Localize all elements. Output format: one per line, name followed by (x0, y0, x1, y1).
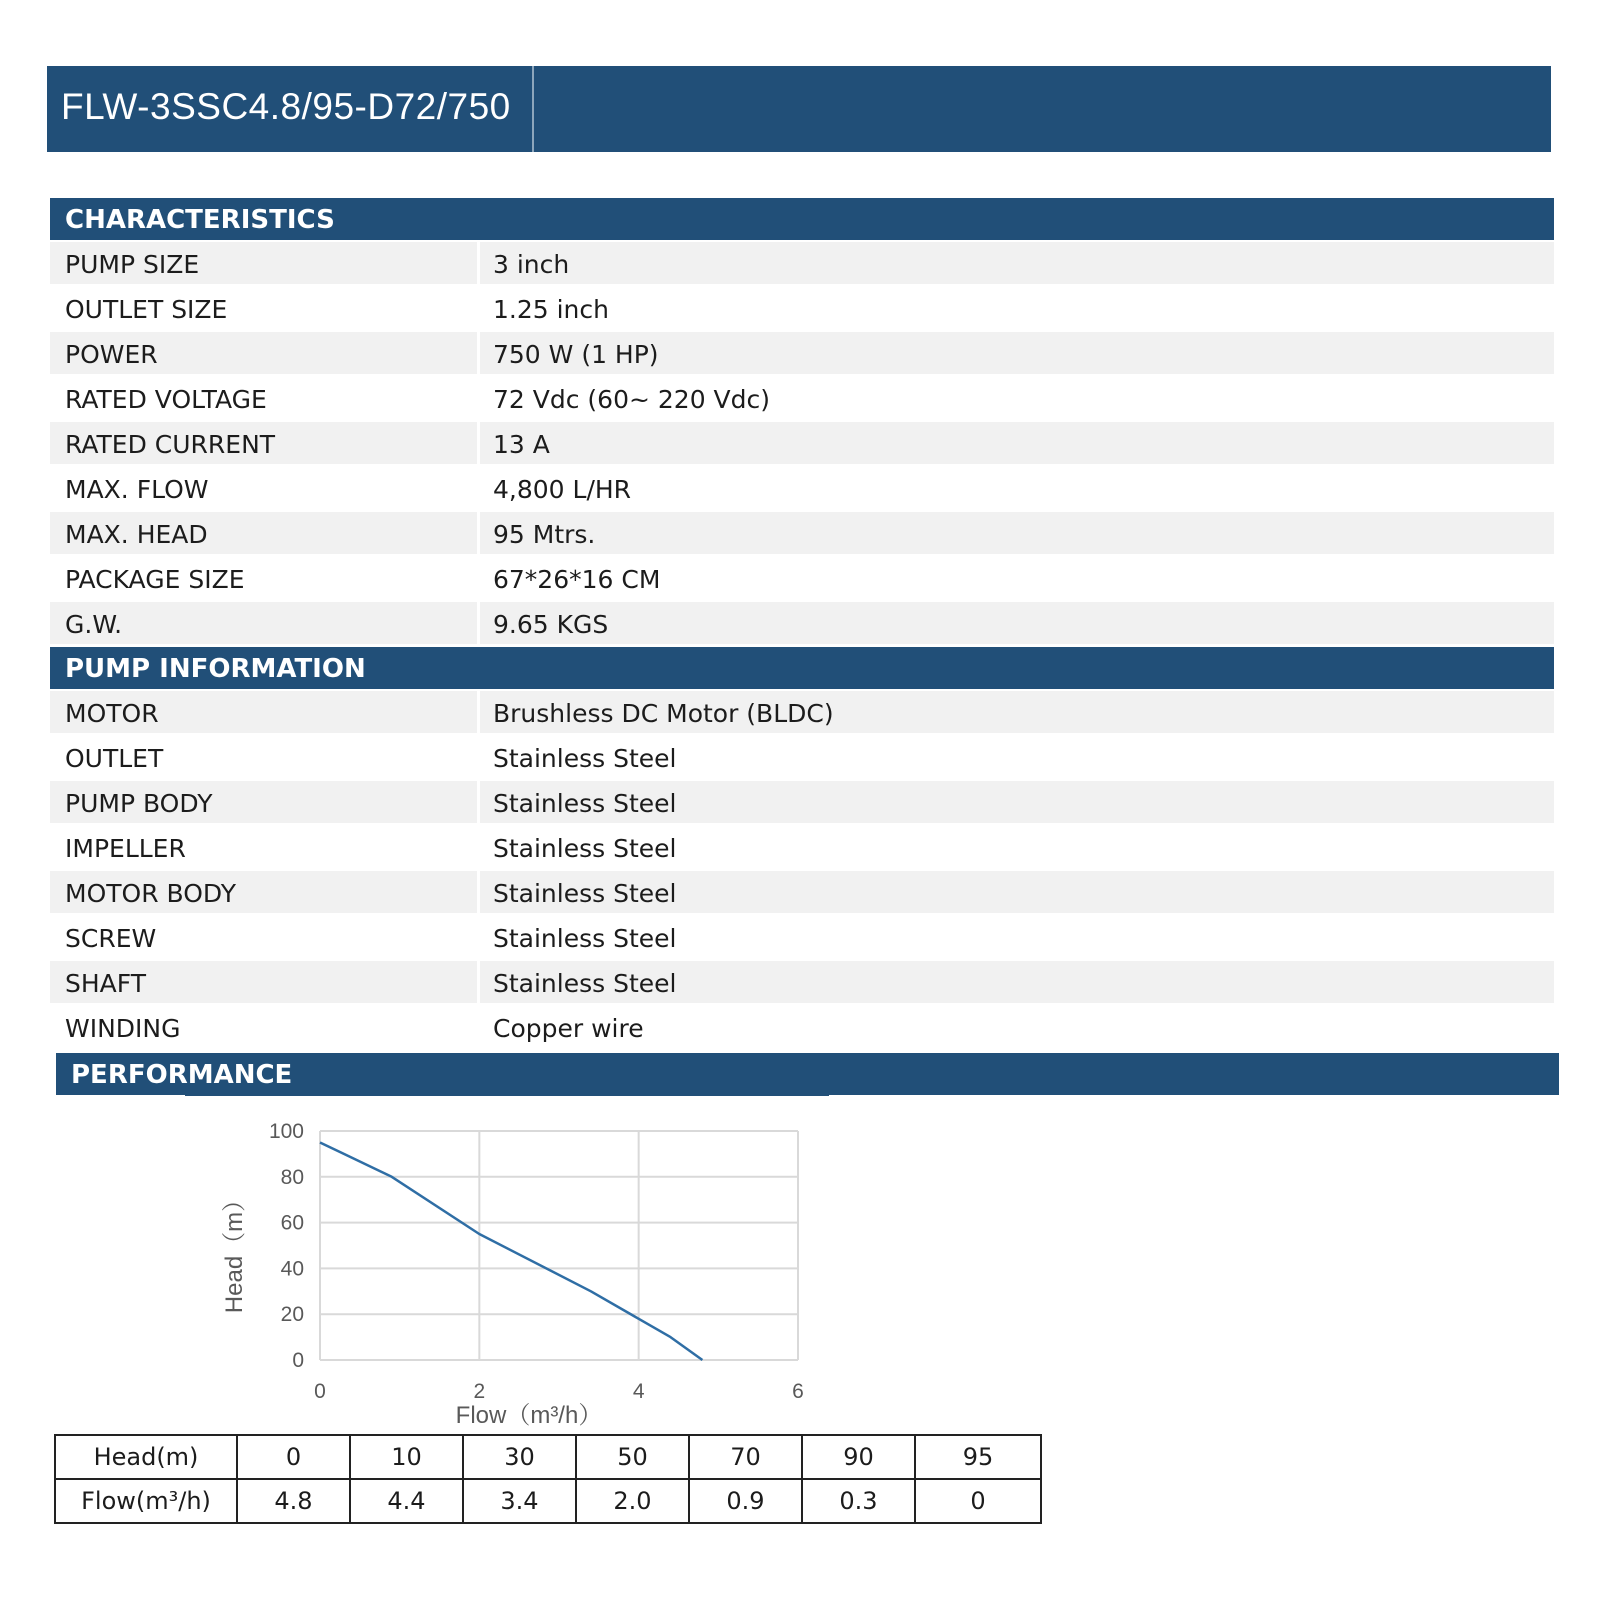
spec-key: SHAFT (50, 961, 477, 1003)
spec-row (50, 512, 1554, 557)
spec-value: 9.65 KGS (480, 602, 1554, 644)
spec-key: RATED VOLTAGE (65, 385, 267, 414)
head-label: Head(m) (55, 1435, 237, 1479)
spec-row (50, 916, 1554, 961)
x-tick-label: 6 (792, 1380, 804, 1403)
spec-key: IMPELLER (65, 834, 186, 863)
spec-row (50, 287, 1554, 332)
flow-value: 2.0 (576, 1479, 689, 1523)
spec-row (50, 781, 1554, 826)
head-value: 90 (802, 1435, 915, 1479)
spec-row (50, 242, 1554, 287)
spec-key: RATED CURRENT (50, 422, 477, 464)
title-bar (47, 66, 1551, 152)
flow-value: 0.9 (689, 1479, 802, 1523)
head-value: 10 (350, 1435, 463, 1479)
spec-value: 4,800 L/HR (493, 475, 632, 504)
head-value: 50 (576, 1435, 689, 1479)
spec-key: SCREW (65, 924, 157, 953)
spec-key: MAX. FLOW (65, 475, 209, 504)
spec-value: Brushless DC Motor (BLDC) (480, 691, 1554, 733)
y-tick-label: 0 (292, 1349, 304, 1372)
y-tick-label: 40 (280, 1257, 304, 1281)
characteristics-heading: CHARACTERISTICS (50, 198, 1554, 240)
spec-row (50, 602, 1554, 647)
spec-key: OUTLET (65, 744, 164, 773)
flow-value: 0 (915, 1479, 1041, 1523)
spec-value: Stainless Steel (493, 924, 677, 953)
spec-value: Stainless Steel (493, 834, 677, 863)
performance-chart (210, 1105, 850, 1435)
spec-key: G.W. (50, 602, 477, 644)
spec-key: MAX. HEAD (50, 512, 477, 554)
spec-value: 72 Vdc (60~ 220 Vdc) (493, 385, 771, 414)
flow-label: Flow(m³/h) (55, 1479, 237, 1523)
flow-value: 3.4 (463, 1479, 576, 1523)
performance-chart-svg (210, 1105, 850, 1435)
performance-heading: PERFORMANCE (56, 1053, 1559, 1095)
performance-curve (320, 1143, 702, 1361)
x-axis-label: Flow（m³/h） (455, 1402, 603, 1429)
spec-value: 95 Mtrs. (480, 512, 1554, 554)
spec-value: 67*26*16 CM (493, 565, 661, 594)
spec-value: Stainless Steel (480, 961, 1554, 1003)
flow-value: 4.8 (237, 1479, 350, 1523)
pump-information-heading: PUMP INFORMATION (50, 647, 1554, 689)
y-tick-label: 20 (280, 1303, 304, 1327)
spec-value: 13 A (480, 422, 1554, 464)
x-tick-label: 4 (632, 1380, 645, 1403)
x-tick-label: 2 (473, 1380, 486, 1403)
x-tick-label: 0 (314, 1380, 326, 1403)
spec-key: POWER (50, 332, 477, 374)
spec-row (50, 467, 1554, 512)
head-value: 0 (237, 1435, 350, 1479)
spec-row (50, 557, 1554, 602)
spec-key: MOTOR (50, 691, 477, 733)
spec-key: PUMP SIZE (50, 242, 477, 284)
spec-value: Stainless Steel (480, 871, 1554, 913)
performance-underline (185, 1094, 829, 1096)
head-value: 30 (463, 1435, 576, 1479)
head-value: 70 (689, 1435, 802, 1479)
characteristics-table (50, 242, 1554, 647)
head-row (55, 1435, 1041, 1479)
flow-value: 4.4 (350, 1479, 463, 1523)
spec-row (50, 1006, 1554, 1051)
spec-row (50, 736, 1554, 781)
spec-key: MOTOR BODY (50, 871, 477, 913)
pump-information-table (50, 691, 1554, 1051)
head-value: 95 (915, 1435, 1041, 1479)
flow-row (55, 1479, 1041, 1523)
spec-value: 750 W (1 HP) (480, 332, 1554, 374)
spec-value: Stainless Steel (480, 781, 1554, 823)
spec-row (50, 826, 1554, 871)
spec-row (50, 377, 1554, 422)
product-title: FLW-3SSC4.8/95-D72/750 (61, 86, 511, 127)
spec-row (50, 332, 1554, 377)
flow-value: 0.3 (802, 1479, 915, 1523)
y-tick-label: 80 (280, 1165, 304, 1189)
y-tick-label: 60 (280, 1211, 304, 1235)
spec-value: 3 inch (480, 242, 1554, 284)
spec-row (50, 691, 1554, 736)
spec-value: Copper wire (493, 1014, 644, 1043)
spec-key: OUTLET SIZE (65, 295, 228, 324)
spec-value: 1.25 inch (493, 295, 609, 324)
spec-row (50, 961, 1554, 1006)
spec-row (50, 871, 1554, 916)
spec-key: WINDING (65, 1014, 181, 1043)
spec-key: PUMP BODY (50, 781, 477, 823)
spec-row (50, 422, 1554, 467)
performance-table (54, 1434, 1042, 1524)
y-axis-label: Head（m） (221, 1187, 248, 1314)
spec-value: Stainless Steel (493, 744, 677, 773)
y-tick-label: 100 (268, 1120, 304, 1143)
spec-key: PACKAGE SIZE (65, 565, 245, 594)
title-divider (532, 66, 534, 152)
